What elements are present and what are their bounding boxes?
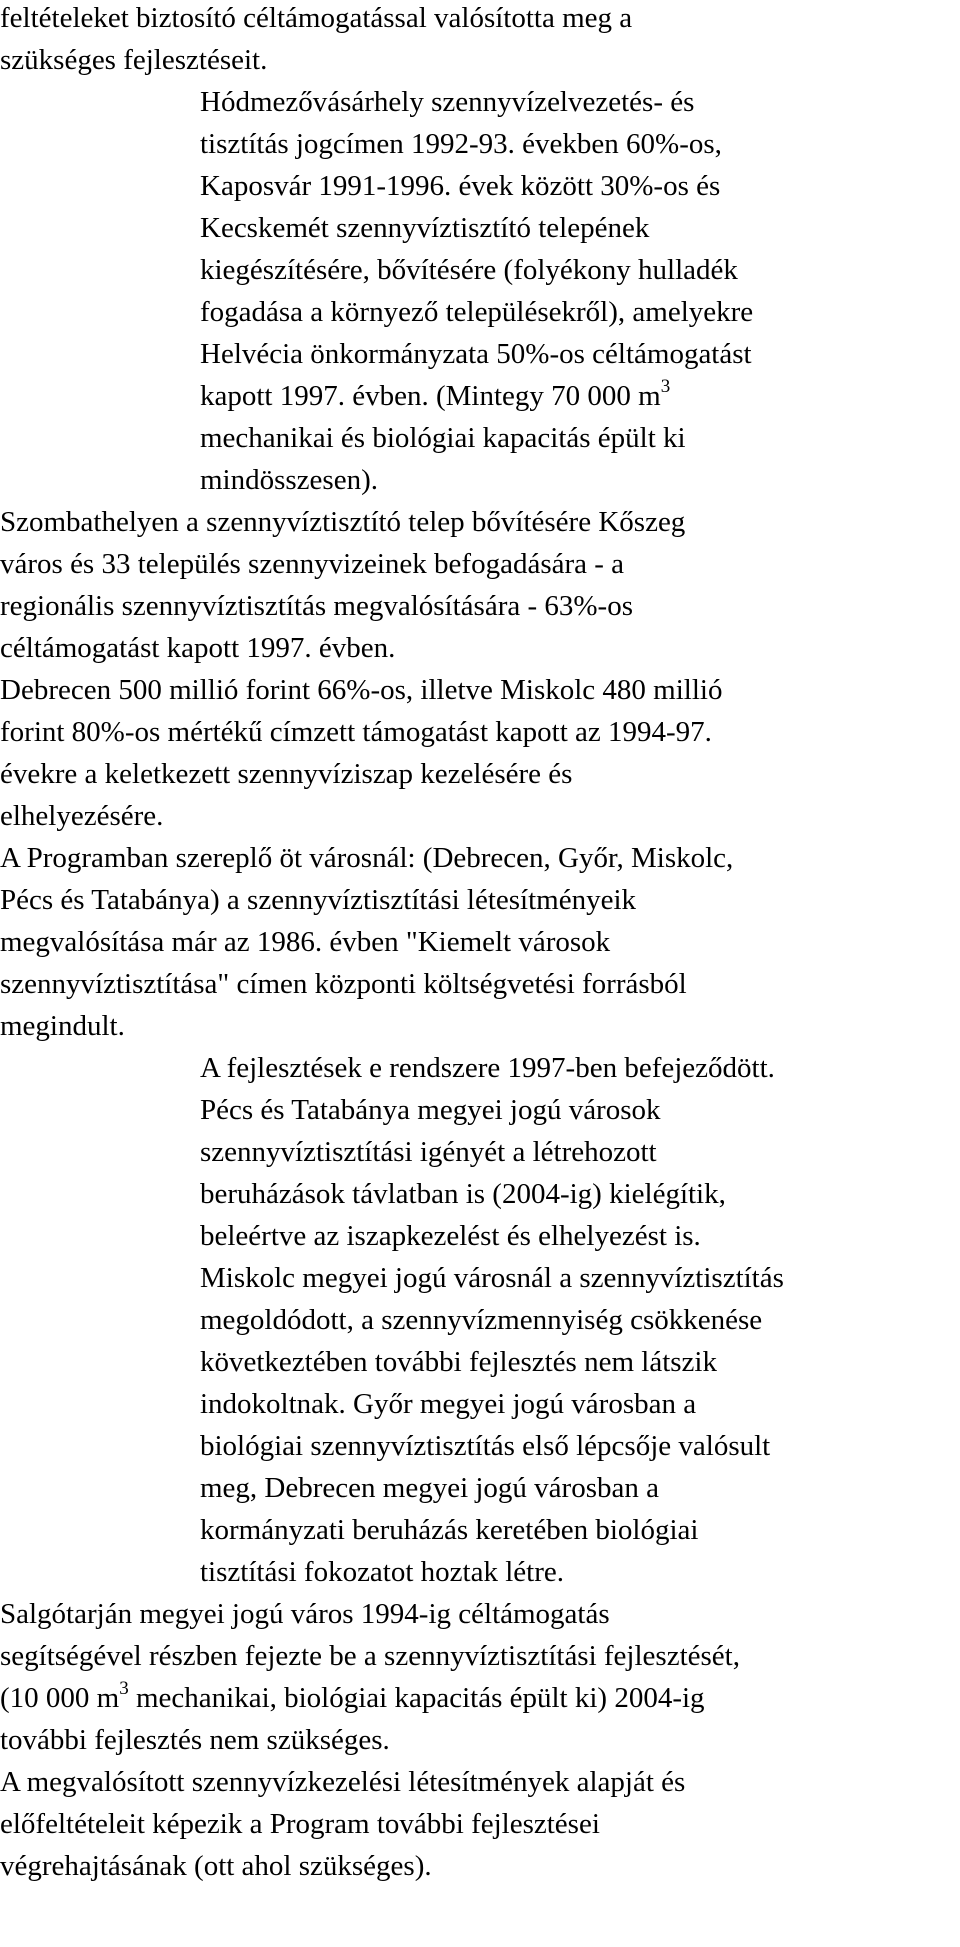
indented-line: indokoltnak. Győr megyei jogú városban a: [200, 1388, 697, 1420]
indented-line: tisztítási fokozatot hoztak létre.: [200, 1556, 564, 1588]
paragraph-line: évekre a keletkezett szennyvíziszap kezelésére és: [0, 758, 573, 790]
indented-line: beruházások távlatban is (2004-ig) kielégítik,: [200, 1178, 726, 1210]
paragraph-line: város és 33 település szennyvizeinek befogadására - a: [0, 548, 625, 580]
paragraph-line: Salgótarján megyei jogú város 1994-ig céltámogatás: [0, 1598, 610, 1630]
indented-line: meg, Debrecen megyei jogú városban a: [200, 1472, 659, 1504]
paragraph-line: megindult.: [0, 1010, 125, 1042]
paragraph-line: A megvalósított szennyvízkezelési létesítmények alapját és: [0, 1766, 686, 1798]
paragraph-line: szennyvíztisztítása" címen központi költségvetési forrásból: [0, 968, 687, 1000]
intro-line: szükséges fejlesztéseit.: [0, 44, 268, 76]
paragraph-line: Pécs és Tatabánya) a szennyvíztisztítási létesítményeik: [0, 884, 637, 916]
paragraph-line: segítségével részben fejezte be a szennyvíztisztítási fejlesztését,: [0, 1640, 740, 1672]
indented-line: Miskolc megyei jogú városnál a szennyvíztisztítás: [200, 1262, 784, 1294]
indented-line: Pécs és Tatabánya megyei jogú városok: [200, 1094, 661, 1126]
paragraph-line: előfeltételeit képezik a Program további fejlesztései: [0, 1808, 600, 1840]
indented-line: kiegészítésére, bővítésére (folyékony hulladék: [200, 254, 738, 286]
indented-line: Kecskemét szennyvíztisztító telepének: [200, 212, 650, 244]
paragraph-line: céltámogatást kapott 1997. évben.: [0, 632, 396, 664]
indented-line: biológiai szennyvíztisztítás első lépcsője valósult: [200, 1430, 771, 1462]
indented-line: megoldódott, a szennyvízmennyiség csökkenése: [200, 1304, 763, 1336]
paragraph-line: forint 80%-os mértékű címzett támogatást kapott az 1994-97.: [0, 716, 712, 748]
indented-line: A fejlesztések e rendszere 1997-ben befejeződött.: [200, 1052, 775, 1084]
indented-line: Helvécia önkormányzata 50%-os céltámogatást: [200, 338, 752, 370]
line-text: kapott 1997. évben. (Mintegy 70 000 m: [200, 380, 661, 412]
paragraph-line: Szombathelyen a szennyvíztisztító telep bővítésére Kőszeg: [0, 506, 686, 538]
indented-line: szennyvíztisztítási igényét a létrehozott: [200, 1136, 657, 1168]
indented-line: mindösszesen).: [200, 464, 378, 496]
paragraph-line: A Programban szereplő öt városnál: (Debrecen, Győr, Miskolc,: [0, 842, 734, 874]
indented-line: következtében további fejlesztés nem látszik: [200, 1346, 717, 1378]
superscript: 3: [660, 376, 671, 398]
indented-line: Kaposvár 1991-1996. évek között 30%-os és: [200, 170, 721, 202]
paragraph-line: végrehajtásának (ott ahol szükséges).: [0, 1850, 432, 1882]
paragraph-line: további fejlesztés nem szükséges.: [0, 1724, 390, 1756]
paragraph-line: Debrecen 500 millió forint 66%-os, illetve Miskolc 480 millió: [0, 674, 723, 706]
line-text: (10 000 m: [0, 1682, 120, 1714]
indented-line: mechanikai és biológiai kapacitás épült ki: [200, 422, 686, 454]
paragraph-line: elhelyezésére.: [0, 800, 164, 832]
indented-line: kormányzati beruházás keretében biológiai: [200, 1514, 699, 1546]
intro-line: feltételeket biztosító céltámogatással valósította meg a: [0, 2, 633, 34]
indented-line: tisztítás jogcímen 1992-93. években 60%-os,: [200, 128, 722, 160]
paragraph-line: megvalósítása már az 1986. évben "Kiemelt városok: [0, 926, 611, 958]
line-text: mechanikai, biológiai kapacitás épült ki) 2004-ig: [128, 1682, 705, 1714]
indented-line: beleértve az iszapkezelést és elhelyezést is.: [200, 1220, 701, 1252]
indented-line: fogadása a környező településekről), amelyekre: [200, 296, 754, 328]
indented-line: Hódmezővásárhely szennyvízelvezetés- és: [200, 86, 695, 118]
indented-line-with-superscript: [200, 378, 670, 414]
paragraph-line-with-superscript: [0, 1680, 705, 1716]
superscript: 3: [119, 1678, 129, 1700]
paragraph-line: regionális szennyvíztisztítás megvalósítására - 63%-os: [0, 590, 633, 622]
